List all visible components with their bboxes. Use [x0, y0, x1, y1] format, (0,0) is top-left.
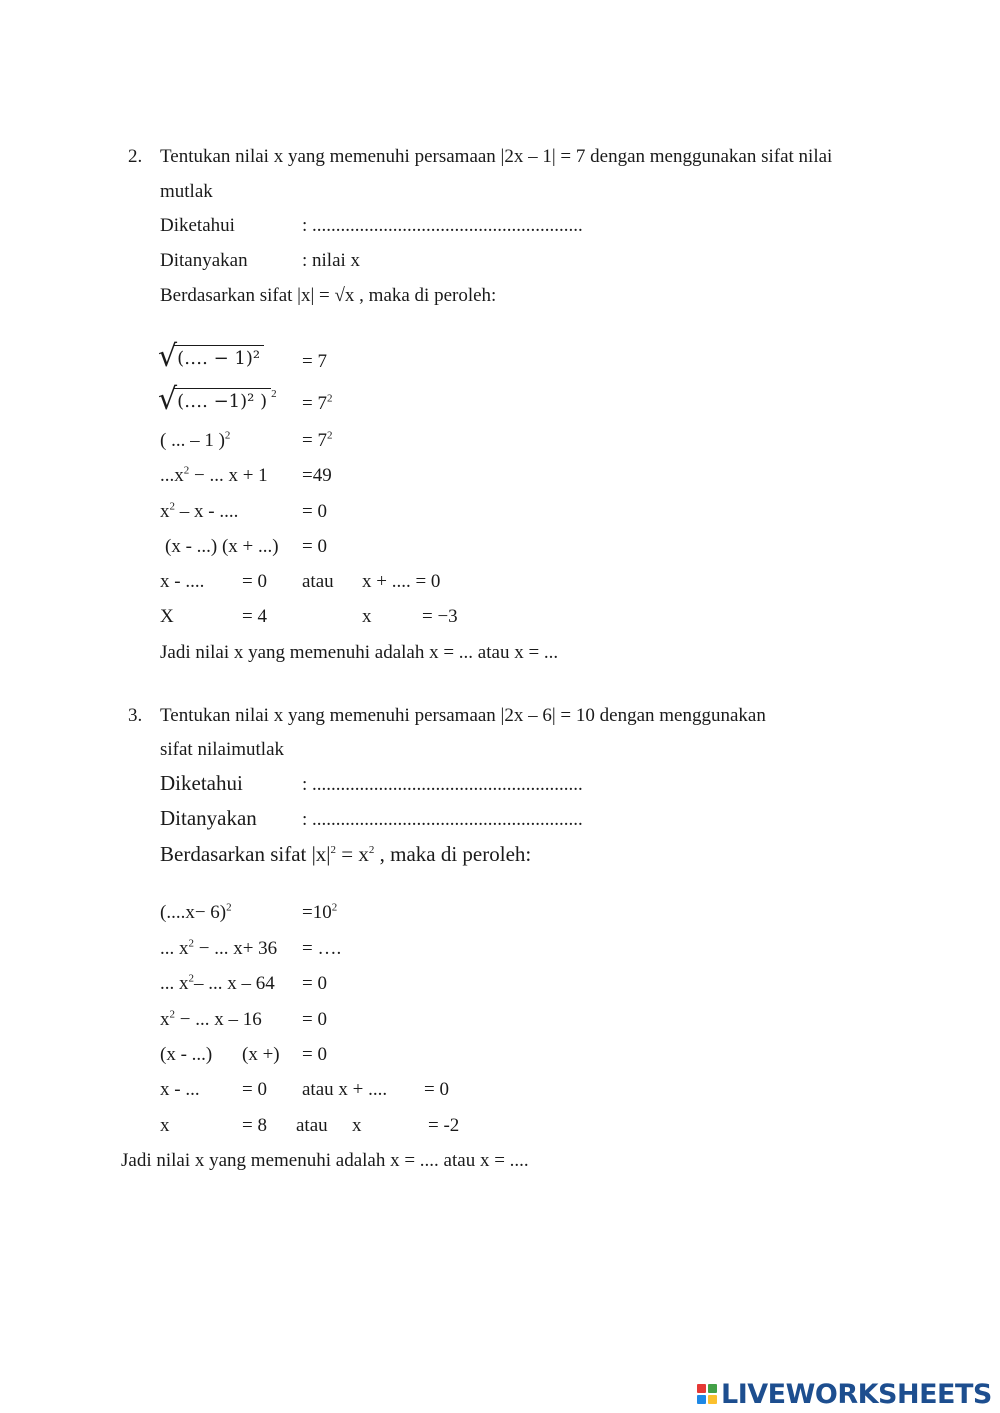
q2-step2-radical: √(…. −1)² ) $^2$ — [158, 382, 277, 417]
q3-step5-rhs: = 0 — [302, 1044, 327, 1065]
q3-step6-eq: = 0 — [242, 1079, 267, 1100]
q3-step7-var: x — [160, 1115, 170, 1136]
q2-step5-rhs: = 0 — [302, 501, 327, 522]
q2-step7-eq: = 0 — [242, 571, 267, 592]
q3-step1-lhs: $(....x- 6)^2$ — [160, 901, 232, 923]
q2-property: Berdasarkan sifat |x| = √x , maka di peroleh: — [160, 285, 497, 306]
q3-step7-or: atau — [296, 1115, 328, 1136]
q2-step8-value1: = 4 — [242, 606, 267, 627]
q3-step5-factor1: (x - ...) — [160, 1044, 213, 1065]
liveworksheets-brand: LIVEWORKSHEETS — [721, 1378, 992, 1410]
q3-step3-lhs: ... $x^2-$ ... x – 64 — [160, 972, 275, 994]
q2-asked-value: : nilai x — [302, 250, 361, 271]
q3-step4-lhs: $x^2$ − ... x – 16 — [160, 1008, 262, 1030]
q3-step7-var2: x — [352, 1115, 362, 1136]
q3-step6-eq2: = 0 — [424, 1079, 449, 1100]
q3-step2-rhs: = …. — [302, 938, 342, 959]
q2-step5-lhs: $x^2$ – x - .... — [160, 500, 239, 522]
q3-step5-factor2: (x +) — [242, 1044, 280, 1065]
q3-known-value: : ......................................................... — [302, 774, 583, 795]
q3-question-line2: sifat nilaimutlak — [160, 739, 285, 760]
q3-step6-left: x - ... — [160, 1079, 200, 1100]
q2-asked-label: Ditanyakan — [160, 250, 248, 271]
q3-step4-rhs: = 0 — [302, 1009, 327, 1030]
q3-step3-rhs: = 0 — [302, 973, 327, 994]
q2-known-label: Diketahui — [160, 215, 235, 236]
q3-question-line1: Tentukan nilai x yang memenuhi persamaan |2x – 6| = 10 dengan menggunakan — [160, 705, 766, 726]
q2-step2-rhs: = $7^2$ — [302, 392, 333, 414]
q2-step8-value2: = −3 — [422, 606, 458, 627]
q2-number: 2. — [128, 146, 143, 167]
q2-question-line2: mutlak — [160, 181, 213, 202]
q3-number: 3. — [128, 705, 143, 726]
q2-step8-var2: x — [362, 606, 372, 627]
q2-step7-left: x - .... — [160, 571, 205, 592]
q2-question-line1: Tentukan nilai x yang memenuhi persamaan |2x – 1| = 7 dengan menggunakan sifat nilai — [160, 146, 833, 167]
q3-conclusion: Jadi nilai x yang memenuhi adalah x = .... atau x = .... — [121, 1150, 529, 1171]
liveworksheets-icon — [697, 1384, 717, 1404]
q2-step6-lhs: (x - ...) (x + ...) — [165, 536, 279, 557]
q2-step1-rhs: = 7 — [302, 351, 327, 372]
q2-step3-rhs: = $7^2$ — [302, 429, 333, 451]
q3-step7-value1: = 8 — [242, 1115, 267, 1136]
q3-step6-right: atau x + .... — [302, 1079, 388, 1100]
q2-step3-lhs: ( ... – 1 )$^2$ — [160, 429, 231, 451]
q3-step7-value2: = -2 — [428, 1115, 460, 1136]
q2-step7-or: atau — [302, 571, 334, 592]
q2-step4-rhs: =49 — [302, 465, 332, 486]
q2-conclusion: Jadi nilai x yang memenuhi adalah x = ... atau x = ... — [160, 642, 559, 663]
q3-step2-lhs: ... $x^2$ − ... x+ 36 — [160, 937, 278, 959]
q2-step6-rhs: = 0 — [302, 536, 327, 557]
q3-property: Berdasarkan sifat $|x|^2 = x^2$ , maka di peroleh: — [160, 842, 532, 866]
q3-asked-label: Ditanyakan — [160, 806, 257, 830]
liveworksheets-logo — [697, 1379, 992, 1409]
q3-known-label: Diketahui — [160, 771, 243, 795]
q2-step7-right: x + .... = 0 — [362, 571, 441, 592]
q3-asked-value: : ......................................................... — [302, 809, 583, 830]
q2-step4-lhs: $...x^2$ − ... x + 1 — [160, 464, 268, 486]
q2-step8-var: X — [160, 606, 174, 627]
q3-step1-rhs: $=10^2$ — [302, 901, 338, 923]
q2-step1-radical: √(…. − 1)² — [158, 342, 264, 372]
q2-known-value: : ......................................................... — [302, 215, 583, 236]
